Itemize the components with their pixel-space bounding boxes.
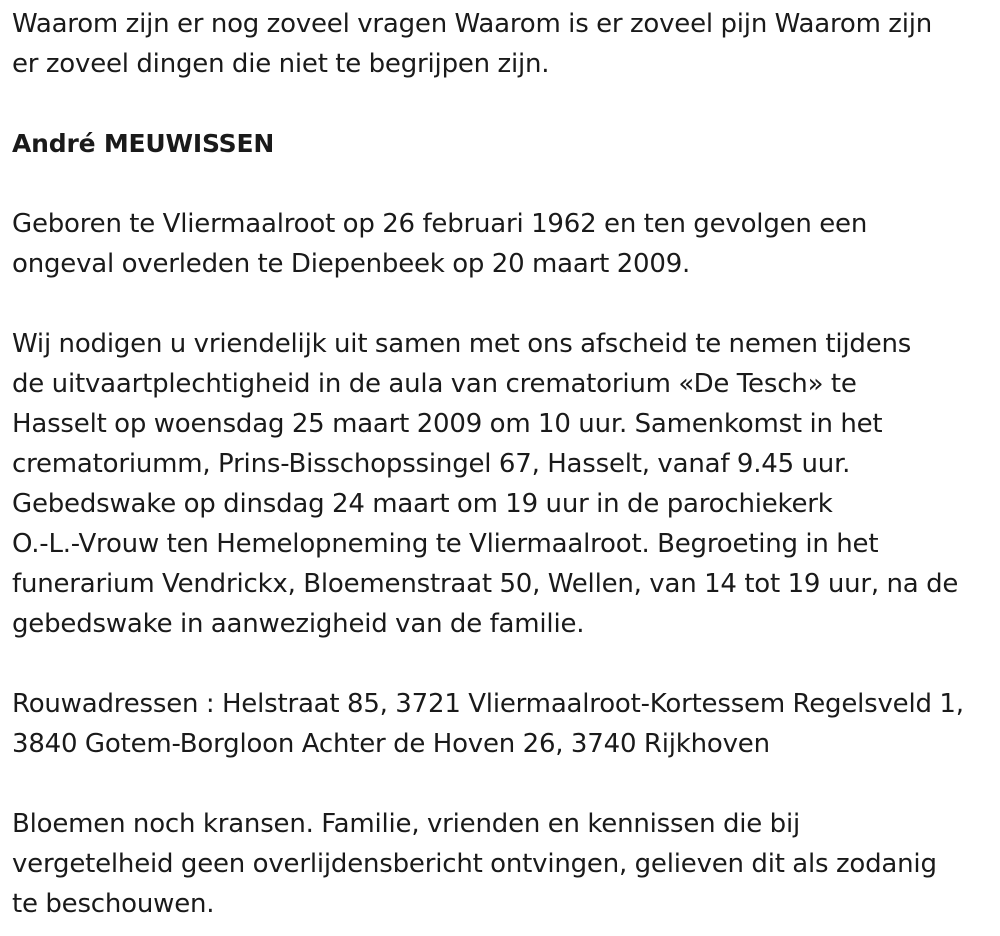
- spacer: [12, 164, 992, 204]
- birth-death-paragraph: [12, 204, 992, 284]
- address-line: Rouwadressen : Helstraat 85, 3721 Vliermaalroot-Kortessem Regelsveld 1,: [12, 689, 964, 719]
- invitation-line: crematoriumm, Prins-Bisschopssingel 67, Hasselt, vanaf 9.45 uur.: [12, 449, 851, 479]
- closing-line: te beschouwen.: [12, 889, 215, 919]
- intro-line: er zoveel dingen die niet te begrijpen zijn.: [12, 49, 550, 79]
- birth-line: ongeval overleden te Diepenbeek op 20 maart 2009.: [12, 249, 691, 279]
- invitation-line: Hasselt op woensdag 25 maart 2009 om 10 uur. Samenkomst in het: [12, 409, 883, 439]
- closing-line: vergetelheid geen overlijdensbericht ontvingen, gelieven dit als zodanig: [12, 849, 937, 879]
- invitation-line: Gebedswake op dinsdag 24 maart om 19 uur in de parochiekerk: [12, 489, 833, 519]
- invitation-line: Wij nodigen u vriendelijk uit samen met ons afscheid te nemen tijdens: [12, 329, 912, 359]
- invitation-line: de uitvaartplechtigheid in de aula van crematorium «De Tesch» te: [12, 369, 857, 399]
- spacer: [12, 644, 992, 684]
- closing-paragraph: [12, 804, 992, 924]
- intro-line: Waarom zijn er nog zoveel vragen Waarom is er zoveel pijn Waarom zijn: [12, 9, 933, 39]
- addresses-paragraph: [12, 684, 992, 764]
- invitation-paragraph: [12, 324, 992, 644]
- address-line: 3840 Gotem-Borgloon Achter de Hoven 26, 3740 Rijkhoven: [12, 729, 770, 759]
- closing-line: Bloemen noch kransen. Familie, vrienden en kennissen die bij: [12, 809, 801, 839]
- invitation-line: funerarium Vendrickx, Bloemenstraat 50, Wellen, van 14 tot 19 uur, na de: [12, 569, 959, 599]
- deceased-name: André MEUWISSEN: [12, 129, 275, 158]
- intro-paragraph: [12, 4, 992, 84]
- spacer: [12, 84, 992, 124]
- obituary-document: [12, 4, 992, 924]
- spacer: [12, 764, 992, 804]
- spacer: [12, 284, 992, 324]
- invitation-line: O.-L.-Vrouw ten Hemelopneming te Vliermaalroot. Begroeting in het: [12, 529, 879, 559]
- invitation-line: gebedswake in aanwezigheid van de familie.: [12, 609, 585, 639]
- birth-line: Geboren te Vliermaalroot op 26 februari 1962 en ten gevolgen een: [12, 209, 868, 239]
